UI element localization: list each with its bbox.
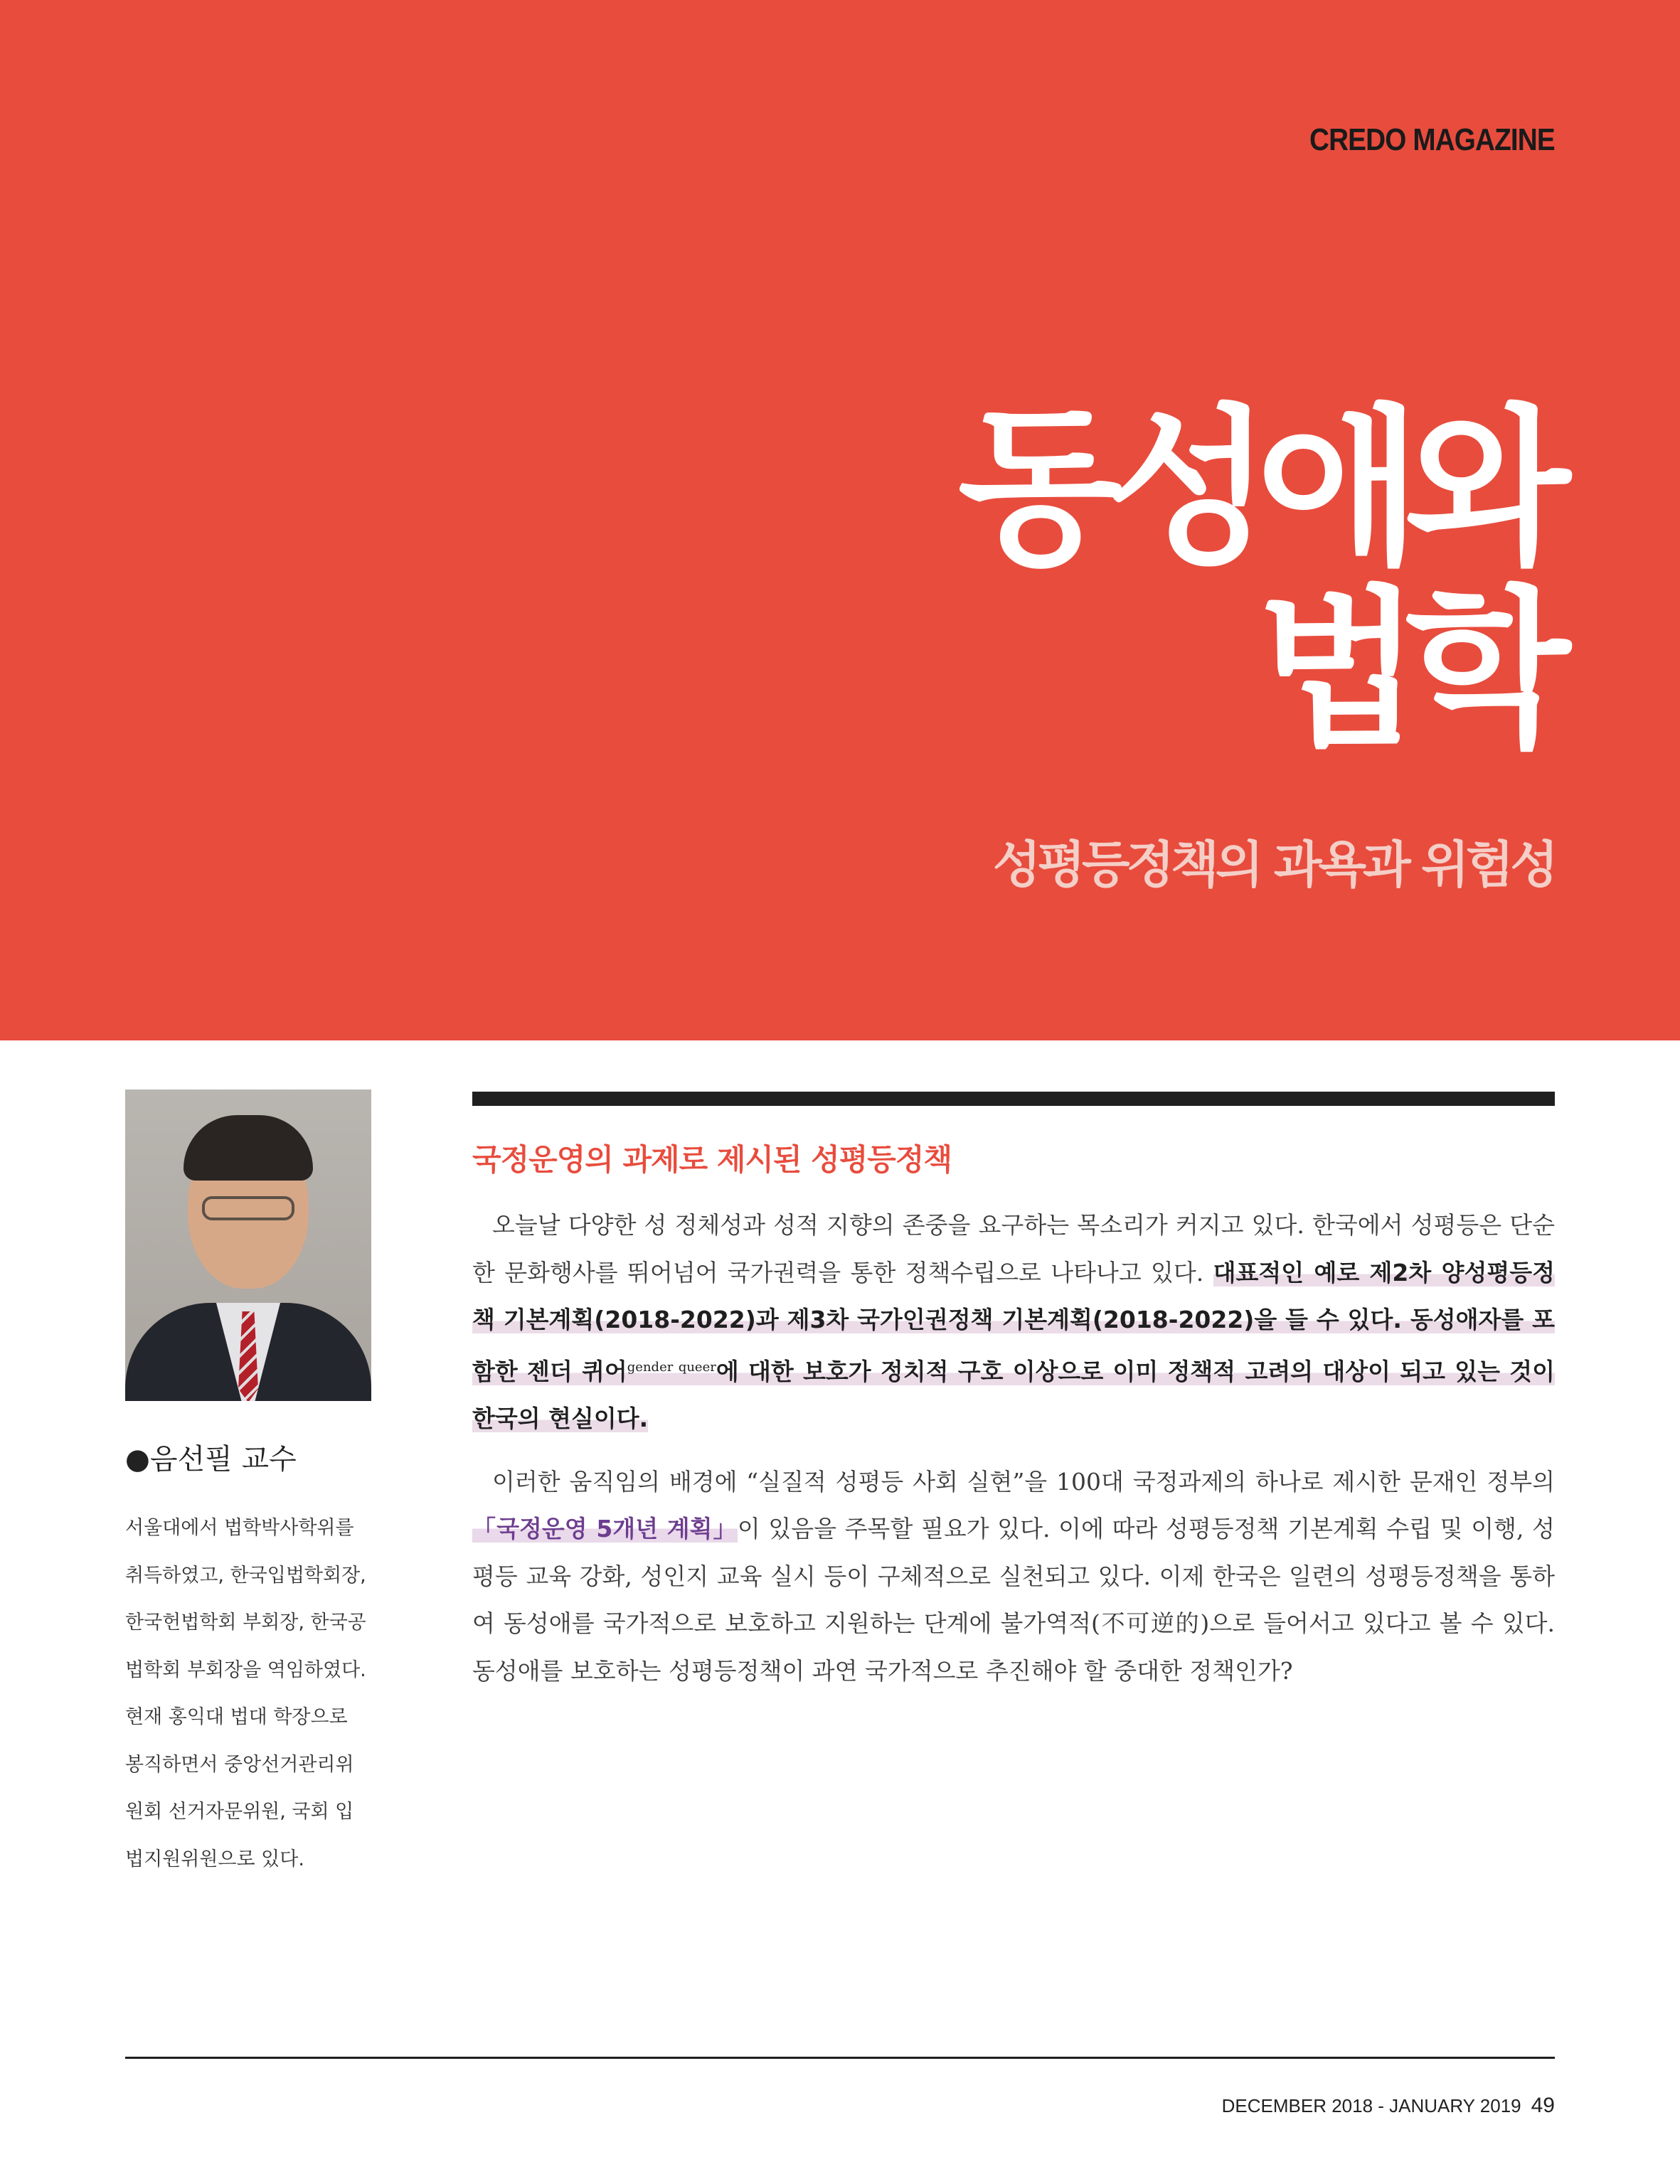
author-photo xyxy=(125,1090,371,1401)
photo-hair xyxy=(184,1115,313,1181)
photo-glasses xyxy=(202,1196,294,1220)
section-heading: 국정운영의 과제로 제시된 성평등정책 xyxy=(472,1142,952,1177)
article-subtitle: 성평등정책의 과욕과 위험성 xyxy=(992,836,1555,894)
paragraph-1 xyxy=(472,1202,1555,1443)
title-line-2: 법학 xyxy=(1256,570,1555,769)
page-number: 49 xyxy=(1531,2094,1555,2117)
p1-highlight-b: 에 대한 보호가 정치적 구호 이상으로 이미 정책적 고려의 대상이 되고 있는 것이 한국의 현실이다. xyxy=(472,1357,1555,1432)
title-line-1: 동성애와 xyxy=(957,389,1555,588)
p1-text: 오늘날 다양한 성 정체성과 성적 지향의 존중을 요구하는 목소리가 커지고 있다. 한국에서 성평등은 단순한 문화행사를 뛰어넘어 국가권력을 통한 정책수립으로 나타나고 있다. xyxy=(472,1211,1555,1287)
hero-banner xyxy=(0,0,1680,1040)
author-bio: 서울대에서 법학박사학위를 취득하였고, 한국입법학회장, 한국헌법학회 부회장, 한국공 법학회 부회장을 역임하였다. 현재 홍익대 법대 학장으로 봉직하면서 중앙선거관리위 원회 선거자문위원, 국회 입 법지원위원으로 있다. xyxy=(125,1517,366,1870)
section-rule xyxy=(472,1092,1555,1106)
p2-text-a: 이러한 움직임의 배경에 “실질적 성평등 사회 실현”을 100대 국정과제의 하나로 제시한 문재인 정부의 xyxy=(492,1467,1555,1496)
issue-date: DECEMBER 2018 - JANUARY 2019 xyxy=(1221,2095,1521,2116)
article-body xyxy=(472,1202,1555,1710)
p2-plan-title: 「국정운영 5개년 계획」 xyxy=(472,1515,738,1543)
author-name: ●음선필 교수 xyxy=(125,1443,297,1476)
p2-text-b: 이 있음을 주목할 필요가 있다. 이에 따라 성평등정책 기본계획 수립 및 이행, 성평등 교육 강화, 성인지 교육 실시 등이 구체적으로 실천되고 있다. 이제 한국은 일련의 성평등정책을 통하여 동성애를 국가적으로 보호하고 지원하는 단계에 불가역적(不可逆的)으로 들어서고 있다고 볼 수 있다. 동성애를 보호하는 성평등정책이 과연 국가적으로 추진해야 할 중대한 정책인가? xyxy=(472,1515,1556,1685)
footer-rule xyxy=(125,2057,1555,2059)
magazine-masthead: CREDO MAGAZINE xyxy=(1309,122,1555,157)
page-footer xyxy=(1222,2094,1555,2118)
p1-highlight-a: 대표적인 예로 제2차 양성평등정책 기본계획(2018-2022)과 제3차 국가인권정책 기본계획(2018-2022)을 들 수 있다. 동성애자를 포함한 젠더 퀴어 xyxy=(472,1258,1555,1385)
paragraph-2 xyxy=(472,1459,1555,1695)
p1-superscript: gender queer xyxy=(627,1359,716,1375)
article-title xyxy=(559,389,1555,769)
